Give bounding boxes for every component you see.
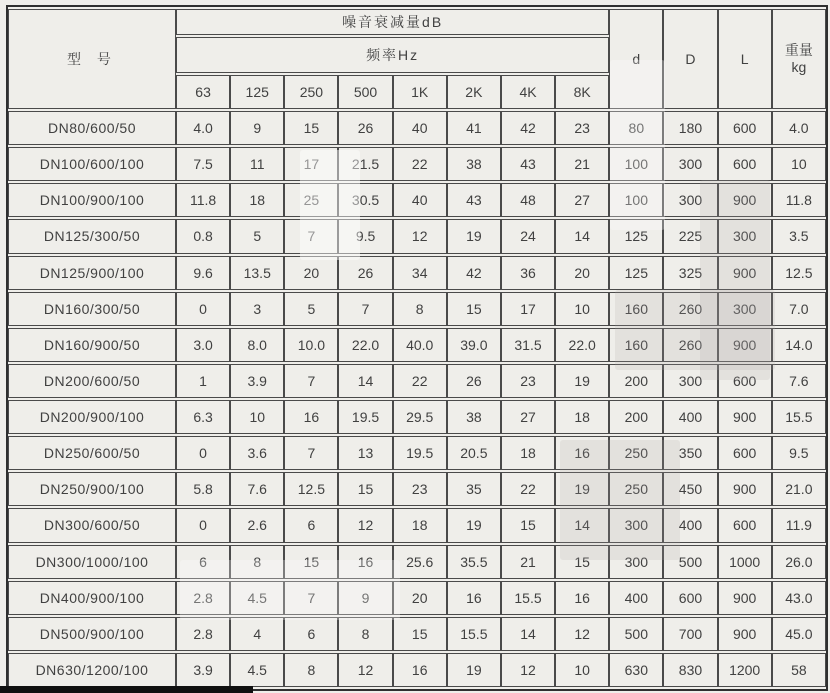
value-cell: 0 [176, 508, 230, 542]
value-cell: 10 [230, 400, 284, 434]
value-cell: 350 [663, 436, 717, 470]
value-cell: 7 [284, 581, 338, 615]
value-cell: 900 [718, 400, 772, 434]
model-cell: DN200/900/100 [8, 400, 176, 434]
table-row [8, 219, 826, 253]
frequency-header-cell: 频率Hz [176, 37, 609, 73]
value-cell: 9 [338, 581, 392, 615]
value-cell: 900 [718, 183, 772, 217]
value-cell: 12 [338, 508, 392, 542]
model-cell: DN100/600/100 [8, 147, 176, 181]
table-row [8, 617, 826, 651]
value-cell: 6.3 [176, 400, 230, 434]
value-cell: 260 [663, 328, 717, 362]
value-cell: 12 [555, 617, 609, 651]
value-cell: 24 [501, 219, 555, 253]
value-cell: 18 [555, 400, 609, 434]
value-cell: 8 [338, 617, 392, 651]
freq-col-8k-header: 8K [555, 75, 609, 109]
table-row [8, 364, 826, 398]
spec-table-body [8, 111, 826, 687]
value-cell: 3.5 [772, 219, 826, 253]
value-cell: 14 [338, 364, 392, 398]
value-cell: 400 [609, 581, 663, 615]
value-cell: 42 [501, 111, 555, 145]
value-cell: 15.5 [772, 400, 826, 434]
value-cell: 17 [284, 147, 338, 181]
value-cell: 200 [609, 364, 663, 398]
value-cell: 26 [338, 111, 392, 145]
value-cell: 39.0 [447, 328, 501, 362]
value-cell: 13 [338, 436, 392, 470]
value-cell: 15 [393, 617, 447, 651]
value-cell: 43 [447, 183, 501, 217]
value-cell: 3.9 [230, 364, 284, 398]
value-cell: 11.9 [772, 508, 826, 542]
value-cell: 900 [718, 328, 772, 362]
value-cell: 2.8 [176, 581, 230, 615]
value-cell: 26 [338, 256, 392, 290]
value-cell: 630 [609, 653, 663, 687]
value-cell: 23 [501, 364, 555, 398]
value-cell: 25.6 [393, 545, 447, 579]
value-cell: 160 [609, 328, 663, 362]
table-row [8, 111, 826, 145]
value-cell: 25 [284, 183, 338, 217]
value-cell: 3.0 [176, 328, 230, 362]
freq-col-2k-header: 2K [447, 75, 501, 109]
value-cell: 19 [555, 472, 609, 506]
value-cell: 17 [501, 292, 555, 326]
table-row [8, 653, 826, 687]
value-cell: 40.0 [393, 328, 447, 362]
value-cell: 19.5 [393, 436, 447, 470]
dim-col-d-header: d [609, 9, 663, 109]
value-cell: 900 [718, 472, 772, 506]
value-cell: 1000 [718, 545, 772, 579]
value-cell: 300 [663, 147, 717, 181]
freq-col-4k-header: 4K [501, 75, 555, 109]
value-cell: 16 [555, 436, 609, 470]
value-cell: 9 [230, 111, 284, 145]
value-cell: 15 [284, 111, 338, 145]
value-cell: 400 [663, 400, 717, 434]
value-cell: 18 [501, 436, 555, 470]
value-cell: 200 [609, 400, 663, 434]
value-cell: 500 [663, 545, 717, 579]
value-cell: 5 [230, 219, 284, 253]
value-cell: 7.0 [772, 292, 826, 326]
table-row [8, 472, 826, 506]
model-cell: DN80/600/50 [8, 111, 176, 145]
value-cell: 27 [501, 400, 555, 434]
value-cell: 100 [609, 147, 663, 181]
model-cell: DN300/1000/100 [8, 545, 176, 579]
value-cell: 15 [501, 508, 555, 542]
value-cell: 80 [609, 111, 663, 145]
freq-col-250-header: 250 [284, 75, 338, 109]
value-cell: 900 [718, 617, 772, 651]
value-cell: 43 [501, 147, 555, 181]
value-cell: 100 [609, 183, 663, 217]
value-cell: 58 [772, 653, 826, 687]
value-cell: 12.5 [772, 256, 826, 290]
value-cell: 13.5 [230, 256, 284, 290]
value-cell: 125 [609, 256, 663, 290]
dim-col-L-header: L [718, 9, 772, 109]
value-cell: 29.5 [393, 400, 447, 434]
value-cell: 830 [663, 653, 717, 687]
value-cell: 19 [447, 219, 501, 253]
table-row [8, 147, 826, 181]
value-cell: 9.5 [338, 219, 392, 253]
table-row [8, 256, 826, 290]
value-cell: 38 [447, 400, 501, 434]
value-cell: 43.0 [772, 581, 826, 615]
value-cell: 22.0 [555, 328, 609, 362]
value-cell: 26 [447, 364, 501, 398]
model-cell: DN100/900/100 [8, 183, 176, 217]
value-cell: 1200 [718, 653, 772, 687]
value-cell: 1 [176, 364, 230, 398]
value-cell: 600 [718, 147, 772, 181]
value-cell: 14.0 [772, 328, 826, 362]
value-cell: 26.0 [772, 545, 826, 579]
value-cell: 4.0 [176, 111, 230, 145]
value-cell: 900 [718, 581, 772, 615]
value-cell: 35.5 [447, 545, 501, 579]
value-cell: 7.6 [230, 472, 284, 506]
value-cell: 125 [609, 219, 663, 253]
value-cell: 6 [284, 617, 338, 651]
value-cell: 8.0 [230, 328, 284, 362]
value-cell: 15 [555, 545, 609, 579]
value-cell: 27 [555, 183, 609, 217]
value-cell: 2.6 [230, 508, 284, 542]
model-cell: DN250/900/100 [8, 472, 176, 506]
value-cell: 4.0 [772, 111, 826, 145]
value-cell: 21.5 [338, 147, 392, 181]
model-cell: DN400/900/100 [8, 581, 176, 615]
value-cell: 15 [447, 292, 501, 326]
table-row [8, 508, 826, 542]
value-cell: 10.0 [284, 328, 338, 362]
freq-col-125-header: 125 [230, 75, 284, 109]
value-cell: 500 [609, 617, 663, 651]
value-cell: 10 [772, 147, 826, 181]
value-cell: 325 [663, 256, 717, 290]
value-cell: 400 [663, 508, 717, 542]
value-cell: 12 [338, 653, 392, 687]
value-cell: 4.5 [230, 653, 284, 687]
value-cell: 700 [663, 617, 717, 651]
value-cell: 30.5 [338, 183, 392, 217]
value-cell: 600 [663, 581, 717, 615]
value-cell: 48 [501, 183, 555, 217]
value-cell: 14 [555, 508, 609, 542]
weight-header-line1: 重量 [784, 41, 813, 58]
table-row [8, 183, 826, 217]
value-cell: 18 [230, 183, 284, 217]
value-cell: 7.6 [772, 364, 826, 398]
value-cell: 600 [718, 508, 772, 542]
value-cell: 15 [284, 545, 338, 579]
freq-col-1k-header: 1K [393, 75, 447, 109]
table-row [8, 292, 826, 326]
value-cell: 5 [284, 292, 338, 326]
value-cell: 22 [393, 364, 447, 398]
value-cell: 9.5 [772, 436, 826, 470]
value-cell: 300 [718, 292, 772, 326]
value-cell: 0.8 [176, 219, 230, 253]
value-cell: 300 [609, 508, 663, 542]
spec-table [8, 7, 826, 689]
value-cell: 16 [284, 400, 338, 434]
freq-col-63-header: 63 [176, 75, 230, 109]
value-cell: 7 [338, 292, 392, 326]
weight-header-line2: kg [791, 59, 807, 75]
value-cell: 250 [609, 436, 663, 470]
dim-col-D-header: D [663, 9, 717, 109]
table-row [8, 581, 826, 615]
value-cell: 18 [393, 508, 447, 542]
value-cell: 16 [393, 653, 447, 687]
value-cell: 300 [663, 183, 717, 217]
value-cell: 11.8 [772, 183, 826, 217]
model-cell: DN125/900/100 [8, 256, 176, 290]
value-cell: 300 [718, 219, 772, 253]
value-cell: 36 [501, 256, 555, 290]
value-cell: 23 [393, 472, 447, 506]
value-cell: 225 [663, 219, 717, 253]
value-cell: 3.9 [176, 653, 230, 687]
header-row-attenuation [8, 9, 826, 35]
value-cell: 10 [555, 653, 609, 687]
value-cell: 600 [718, 111, 772, 145]
value-cell: 8 [393, 292, 447, 326]
value-cell: 3.6 [230, 436, 284, 470]
model-cell: DN630/1200/100 [8, 653, 176, 687]
model-cell: DN250/600/50 [8, 436, 176, 470]
value-cell: 600 [718, 364, 772, 398]
table-row [8, 436, 826, 470]
value-cell: 4 [230, 617, 284, 651]
model-header-cell: 型 号 [8, 9, 176, 109]
value-cell: 160 [609, 292, 663, 326]
value-cell: 20 [284, 256, 338, 290]
value-cell: 300 [609, 545, 663, 579]
freq-col-500-header: 500 [338, 75, 392, 109]
value-cell: 40 [393, 183, 447, 217]
value-cell: 38 [447, 147, 501, 181]
model-cell: DN500/900/100 [8, 617, 176, 651]
table-row [8, 328, 826, 362]
model-cell: DN125/300/50 [8, 219, 176, 253]
value-cell: 450 [663, 472, 717, 506]
value-cell: 42 [447, 256, 501, 290]
value-cell: 260 [663, 292, 717, 326]
value-cell: 14 [501, 617, 555, 651]
value-cell: 34 [393, 256, 447, 290]
value-cell: 19 [447, 508, 501, 542]
model-cell: DN300/600/50 [8, 508, 176, 542]
value-cell: 11 [230, 147, 284, 181]
value-cell: 15 [338, 472, 392, 506]
value-cell: 40 [393, 111, 447, 145]
value-cell: 6 [176, 545, 230, 579]
value-cell: 19 [447, 653, 501, 687]
value-cell: 22 [393, 147, 447, 181]
value-cell: 45.0 [772, 617, 826, 651]
table-row [8, 545, 826, 579]
value-cell: 10 [555, 292, 609, 326]
value-cell: 180 [663, 111, 717, 145]
value-cell: 19.5 [338, 400, 392, 434]
weight-header-cell [772, 9, 826, 109]
value-cell: 22 [501, 472, 555, 506]
value-cell: 19 [555, 364, 609, 398]
value-cell: 900 [718, 256, 772, 290]
value-cell: 9.6 [176, 256, 230, 290]
value-cell: 20 [555, 256, 609, 290]
value-cell: 7 [284, 219, 338, 253]
model-cell: DN200/600/50 [8, 364, 176, 398]
spec-table-container [6, 5, 828, 691]
value-cell: 4.5 [230, 581, 284, 615]
value-cell: 14 [555, 219, 609, 253]
value-cell: 600 [718, 436, 772, 470]
attenuation-header-cell: 噪音衰减量dB [176, 9, 609, 35]
value-cell: 12 [501, 653, 555, 687]
value-cell: 15.5 [501, 581, 555, 615]
value-cell: 21.0 [772, 472, 826, 506]
value-cell: 12.5 [284, 472, 338, 506]
value-cell: 15.5 [447, 617, 501, 651]
value-cell: 3 [230, 292, 284, 326]
value-cell: 21 [555, 147, 609, 181]
value-cell: 6 [284, 508, 338, 542]
value-cell: 16 [338, 545, 392, 579]
value-cell: 21 [501, 545, 555, 579]
model-cell: DN160/900/50 [8, 328, 176, 362]
value-cell: 0 [176, 292, 230, 326]
value-cell: 2.8 [176, 617, 230, 651]
value-cell: 300 [663, 364, 717, 398]
value-cell: 22.0 [338, 328, 392, 362]
value-cell: 0 [176, 436, 230, 470]
table-row [8, 400, 826, 434]
value-cell: 16 [555, 581, 609, 615]
value-cell: 16 [447, 581, 501, 615]
value-cell: 23 [555, 111, 609, 145]
value-cell: 12 [393, 219, 447, 253]
value-cell: 250 [609, 472, 663, 506]
value-cell: 41 [447, 111, 501, 145]
value-cell: 7 [284, 436, 338, 470]
value-cell: 11.8 [176, 183, 230, 217]
value-cell: 20 [393, 581, 447, 615]
value-cell: 8 [284, 653, 338, 687]
model-cell: DN160/300/50 [8, 292, 176, 326]
value-cell: 7.5 [176, 147, 230, 181]
value-cell: 5.8 [176, 472, 230, 506]
value-cell: 35 [447, 472, 501, 506]
value-cell: 20.5 [447, 436, 501, 470]
value-cell: 8 [230, 545, 284, 579]
value-cell: 31.5 [501, 328, 555, 362]
value-cell: 7 [284, 364, 338, 398]
